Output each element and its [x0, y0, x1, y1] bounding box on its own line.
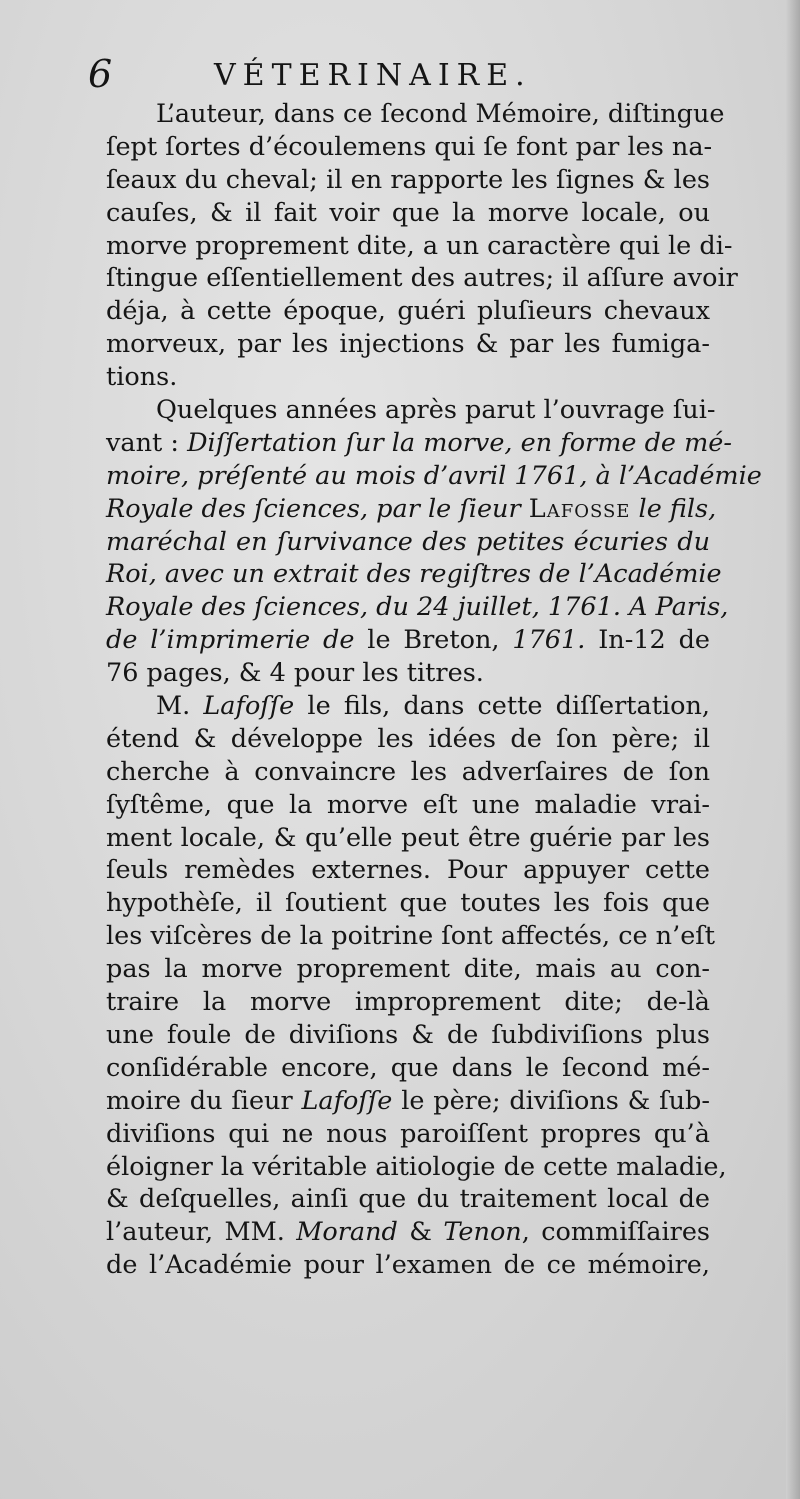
text-line: ſept ſortes d’écoulemens qui ſe font par les na- [106, 131, 713, 162]
text-line [106, 1216, 710, 1249]
text-line: ſeaux du cheval; il en rapporte les ſignes & les [106, 164, 710, 195]
page-number: 6 [88, 52, 113, 96]
book-title-italic: Diſſertation ſur la morve, en forme de mé- [187, 427, 733, 458]
text-fragment: le Breton, [367, 625, 513, 656]
text-fragment: de l’imprimerie de [106, 625, 368, 656]
text-line: Roi, avec un extrait des regiſtres de l’Académie [106, 559, 722, 590]
text-fragment: moire du ſieur [106, 1085, 302, 1116]
text-line: ſyſtême, que la morve eſt une maladie vrai- [106, 789, 710, 820]
text-line: étend & développe les idées de ſon père; il [106, 723, 710, 754]
text-line: morve proprement dite, a un caractère qui le di- [106, 230, 733, 261]
text-fragment: Lafoſſe [203, 691, 295, 722]
text-line: L’auteur, dans ce ſecond Mémoire, diſtingue [156, 99, 725, 129]
text-line: ment locale, & qu’elle peut être guérie par les [106, 822, 710, 853]
text-fragment: l’auteur, MM. [106, 1217, 297, 1248]
text-line: déja, à cette époque, guéri pluſieurs chevaux [106, 296, 710, 327]
text-line [106, 624, 710, 657]
author-name: Lafosse [528, 493, 631, 524]
text-fragment: , commiſſaires [521, 1217, 710, 1248]
text-line: cherche à convaincre les adverſaires de ſon [106, 756, 710, 787]
text-line: pas la morve proprement dite, mais au con- [106, 954, 710, 985]
text-line: 76 pages, & 4 pour les titres. [106, 658, 484, 689]
page-header [88, 52, 708, 96]
text-line: tions. [106, 362, 178, 393]
running-head: VÉTERINAIRE. [214, 58, 532, 93]
text-line [106, 427, 733, 460]
text-fragment: Tenon [443, 1217, 522, 1248]
text-line: de l’Académie pour l’examen de ce mémoire, [106, 1250, 710, 1281]
text-fragment: Morand [296, 1217, 398, 1248]
text-line: conſidérable encore, que dans le ſecond mé- [106, 1052, 710, 1083]
text-fragment: In-12 de [585, 625, 711, 656]
text-line: moire, préſenté au mois d’avril 1761, à l’Académie [106, 460, 762, 491]
text-line: cauſes, & il fait voir que la morve locale, ou [106, 197, 710, 228]
text-line: éloigner la véritable aitiologie de cette maladie, [106, 1151, 727, 1182]
text-line [106, 493, 717, 526]
text-fragment: le père; diviſions & ſub- [392, 1085, 710, 1116]
text-line: morveux, par les injections & par les fumiga- [106, 329, 710, 360]
text-line: & deſquelles, ainſi que du traitement local de [106, 1184, 710, 1215]
text-fragment: le fils, dans cette diſſertation, [294, 691, 710, 722]
text-fragment: le fils, [630, 493, 717, 524]
text-line [106, 1085, 710, 1118]
text-fragment: vant : [106, 427, 188, 458]
text-fragment: & [397, 1217, 444, 1248]
text-fragment: Royale des ſciences, par le ſieur [106, 493, 529, 524]
text-line: ſtingue eſſentiellement des autres; il aſſure avoir [106, 263, 738, 294]
text-fragment: 1761. [512, 625, 586, 656]
text-fragment: Lafoſſe [301, 1085, 393, 1116]
text-line: maréchal en ſurvivance des petites écuries du [106, 526, 710, 557]
text-line: une foule de diviſions & de ſubdiviſions plus [106, 1019, 710, 1050]
text-line: Royale des ſciences, du 24 juillet, 1761. A Paris, [106, 592, 729, 623]
text-line: ſeuls remèdes externes. Pour appuyer cette [106, 855, 710, 886]
text-line: Quelques années après parut l’ouvrage ſui- [156, 395, 716, 426]
text-line: les viſcères de la poitrine ſont affectés, ce n’eſt [106, 921, 715, 952]
text-line: diviſions qui ne nous paroiſſent propres qu’à [106, 1118, 710, 1149]
body-text [106, 98, 762, 1282]
page-edge-shadow [786, 0, 800, 1499]
text-line: traire la morve improprement dite; de-là [106, 987, 710, 1018]
text-line: hypothèſe, il ſoutient que toutes les fois que [106, 888, 710, 919]
text-line [106, 690, 710, 723]
text-fragment: M. [156, 691, 204, 722]
